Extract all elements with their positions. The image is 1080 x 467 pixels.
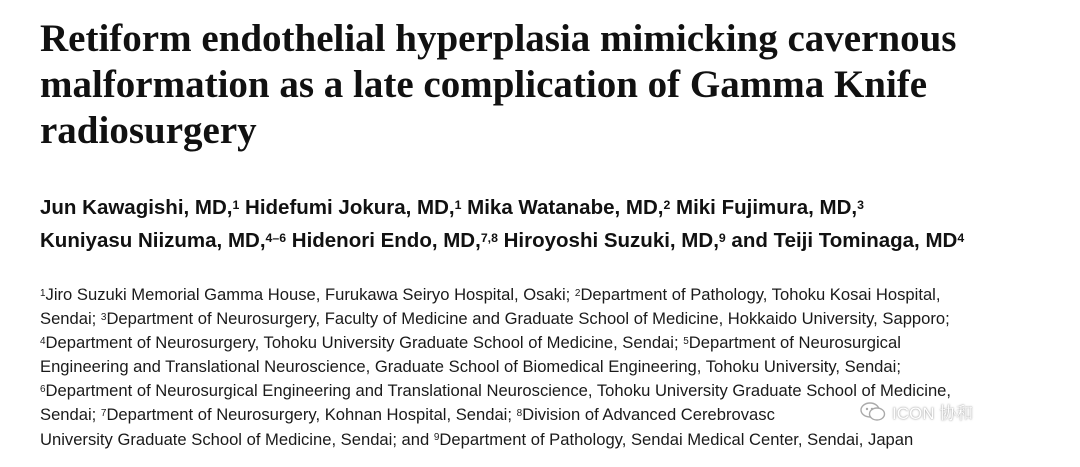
affiliation-line <box>40 355 1070 379</box>
author-name: Miki Fujimura, MD, <box>670 196 858 219</box>
author-affiliation-number: 2 <box>663 198 671 213</box>
author-list <box>40 191 1070 257</box>
affiliation-line <box>40 331 1070 355</box>
affiliation-line <box>40 428 1070 452</box>
affiliation-text: Department of Pathology, Sendai Medical Center, Sendai, Japan <box>439 429 914 449</box>
chat-bubble-icon <box>860 401 886 423</box>
author-name: Kuniyasu Niizuma, MD, <box>40 229 266 252</box>
affiliation-text: Department of Pathology, Tohoku Kosai Hospital, <box>580 285 941 304</box>
author-name: Hiroyoshi Suzuki, MD, <box>497 229 719 252</box>
affiliation-text: Division of Advanced Cerebrovasc <box>522 405 775 425</box>
affiliation-text: Engineering and Translational Neuroscience, Graduate School of Biomedical Engineering, Tohoku University, Sendai; <box>40 357 901 377</box>
affiliation-number: 9 <box>433 432 440 444</box>
affiliations <box>40 283 1070 452</box>
affiliation-number: 5 <box>683 335 689 347</box>
affiliation-number: 1 <box>40 287 46 299</box>
author-affiliation-number: 4–6 <box>265 231 287 246</box>
title-line: malformation as a late complication of Gamma Knife <box>40 63 928 106</box>
affiliation-text: Department of Neurosurgery, Tohoku University Graduate School of Medicine, Sendai; <box>45 333 684 353</box>
affiliation-text: Sendai; <box>40 405 101 425</box>
author-line <box>40 191 1070 224</box>
author-affiliation-number: 7,8 <box>480 231 498 246</box>
author-affiliation-number: 9 <box>718 231 726 246</box>
title-line: radiosurgery <box>40 109 257 152</box>
author-affiliation-number: 3 <box>857 198 864 213</box>
affiliation-line <box>40 307 1070 331</box>
affiliation-number: 8 <box>516 407 523 419</box>
author-name: Mika Watanabe, MD, <box>461 196 664 219</box>
affiliation-text: Jiro Suzuki Memorial Gamma House, Furukawa Seiryo Hospital, Osaki; <box>45 285 575 304</box>
affiliation-text: Department of Neurosurgery, Kohnan Hospital, Sendai; <box>106 405 517 425</box>
author-name: Hidenori Endo, MD, <box>286 229 481 252</box>
author-affiliation-number: 1 <box>232 198 240 213</box>
affiliation-number: 7 <box>100 407 107 419</box>
author-affiliation-number: 4 <box>957 231 965 246</box>
author-line <box>40 224 1070 257</box>
affiliation-number: 2 <box>574 287 581 299</box>
affiliation-text: Department of Neurosurgery, Faculty of Medicine and Graduate School of Medicine, Hokkaido University, Sapporo; <box>106 309 950 329</box>
affiliation-number: 6 <box>40 383 46 395</box>
author-name: Hidefumi Jokura, MD, <box>239 196 455 219</box>
author-name: and Teiji Tominaga, MD <box>725 229 958 252</box>
affiliation-text: Department of Neurosurgical Engineering and Translational Neuroscience, Tohoku University Graduate School of Medicine, <box>45 381 952 401</box>
author-name: Jun Kawagishi, MD, <box>40 196 233 219</box>
author-affiliation-number: 1 <box>454 198 462 213</box>
title-line: Retiform endothelial hyperplasia mimicking cavernous <box>40 17 957 60</box>
watermark <box>860 399 973 424</box>
affiliation-line <box>40 283 1070 307</box>
affiliation-number: 4 <box>40 335 46 347</box>
affiliation-text: University Graduate School of Medicine, Sendai; and <box>40 429 434 449</box>
article-title <box>40 16 1060 154</box>
affiliation-text: Department of Neurosurgical <box>688 333 901 353</box>
affiliation-text: Sendai; <box>40 309 101 329</box>
affiliation-number: 3 <box>100 311 107 323</box>
watermark-text: ICON 协和 <box>892 404 974 423</box>
